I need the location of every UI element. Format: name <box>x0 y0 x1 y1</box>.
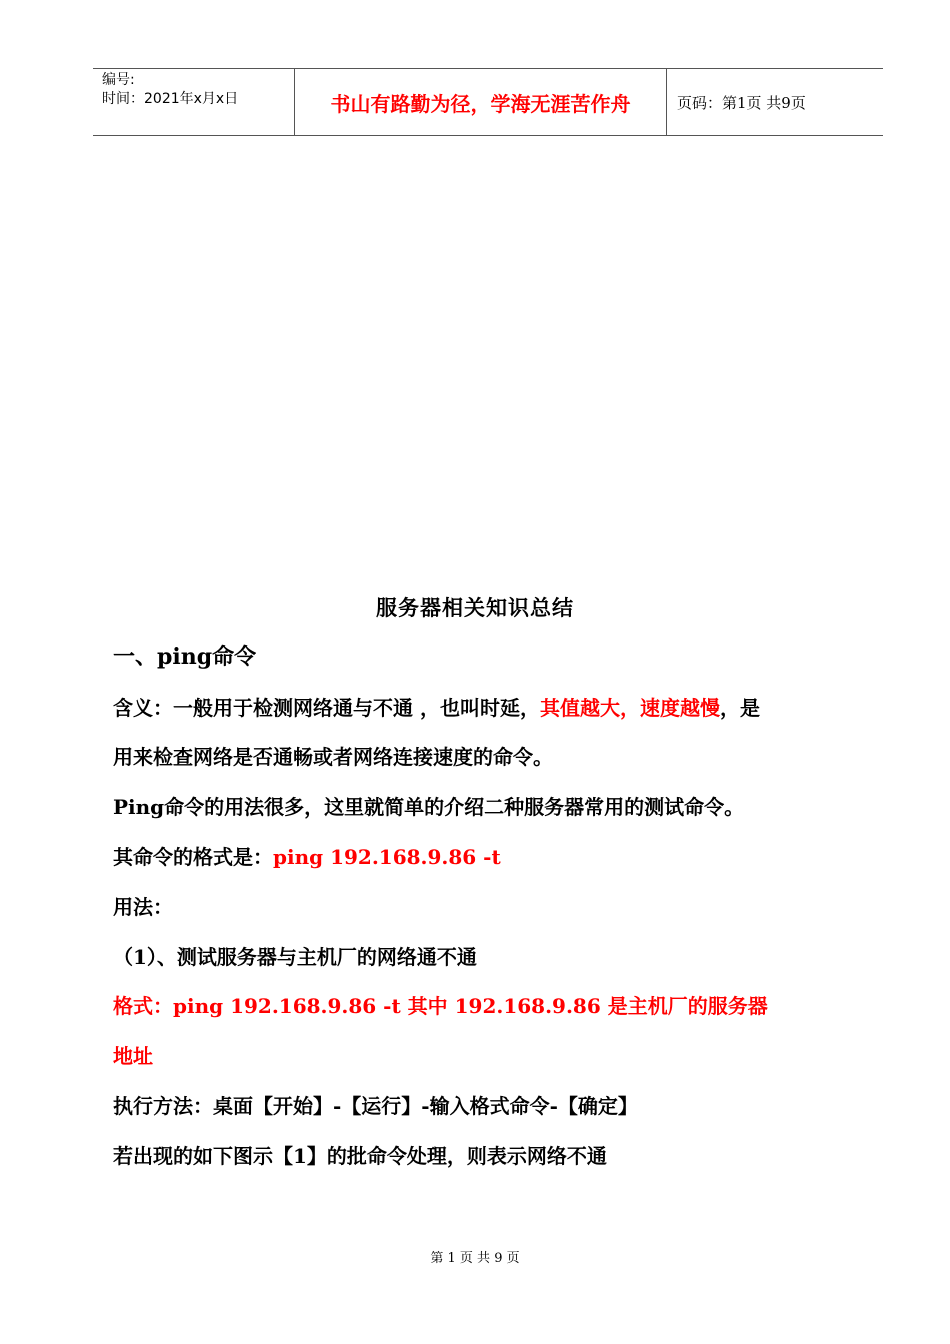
ping-usage-text: Ping命令的用法很多，这里就简单的介绍二种服务器常用的测试命令。 <box>113 795 745 819</box>
header-motto: 书山有路勤为径，学海无涯苦作舟 <box>294 69 667 135</box>
serial-label: 编号: <box>102 72 135 88</box>
usage-label: 用法： <box>113 895 173 919</box>
format-command: ping 192.168.9.86 -t <box>273 845 501 869</box>
meaning-text-end: ，是 <box>719 696 760 720</box>
header-page-number: 页码：第1页 共9页 <box>677 93 806 112</box>
header-meta <box>93 69 294 135</box>
page-header <box>93 68 883 136</box>
meaning-line-2: 用来检查网络是否通畅或者网络连接速度的命令。 <box>113 745 553 769</box>
format-label: 其命令的格式是： <box>113 845 273 869</box>
format-line <box>113 841 501 870</box>
time-label: 时间：2021年x月x日 <box>102 91 239 107</box>
meaning-highlight: 其值越大，速度越慢 <box>539 696 720 720</box>
meaning-text: 含义：一般用于检测网络通与不通 ，也叫时延， <box>113 696 540 720</box>
result-note: 若出现的如下图示【1】的批命令处理，则表示网络不通 <box>113 1144 607 1168</box>
usage-item-1: （1）、测试服务器与主机厂的网络通不通 <box>113 945 477 969</box>
execution-method: 执行方法：桌面【开始】-【运行】-输入格式命令-【确定】 <box>113 1094 638 1118</box>
meaning-line-1 <box>113 692 760 721</box>
section-heading-ping: 一、ping命令 <box>113 644 257 670</box>
document-title: 服务器相关知识总结 <box>376 595 574 620</box>
page-footer: 第 1 页 共 9 页 <box>430 1251 520 1266</box>
format-example-line-1: 格式：ping 192.168.9.86 -t 其中 192.168.9.86 是主机厂的服务器 <box>113 994 768 1018</box>
format-example-line-2: 地址 <box>113 1044 153 1068</box>
